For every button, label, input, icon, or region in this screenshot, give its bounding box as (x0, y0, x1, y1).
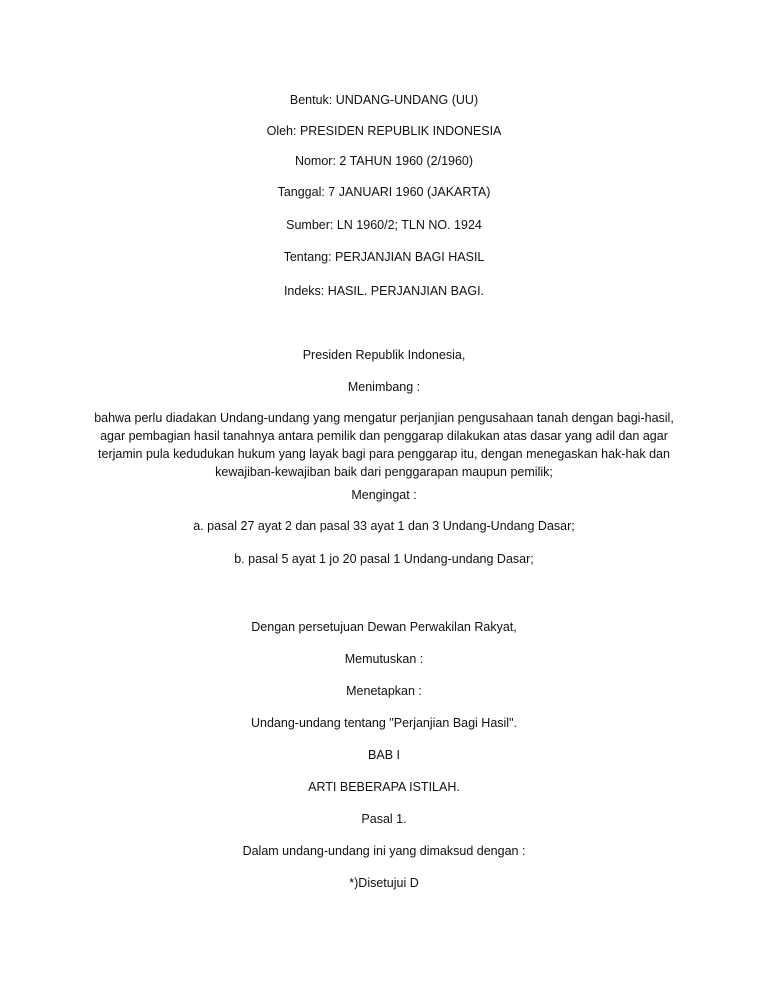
menimbang-line: kewajiban-kewajiban baik dari penggarapan maupun pemilik; (215, 465, 553, 479)
header-bentuk: Bentuk: UNDANG-UNDANG (UU) (289, 93, 479, 107)
header-oleh: Oleh: PRESIDEN REPUBLIK INDONESIA (266, 124, 502, 138)
menimbang-line: terjamin pula kedudukan hukum yang layak bagi para penggarap itu, dengan menegaskan hak-hak dan (98, 447, 670, 461)
header-sumber: Sumber: LN 1960/2; TLN NO. 1924 (286, 218, 482, 232)
pasal-heading: Pasal 1. (361, 812, 407, 826)
memutuskan-heading: Memutuskan : (344, 652, 424, 666)
header-nomor: Nomor: 2 TAHUN 1960 (2/1960) (294, 154, 474, 168)
pasal-intro: Dalam undang-undang ini yang dimaksud dengan : (242, 844, 526, 858)
chapter-title: ARTI BEBERAPA ISTILAH. (308, 780, 460, 794)
menimbang-paragraph (86, 409, 682, 481)
menimbang-line: agar pembagian hasil tanahnya antara pemilik dan penggarap dilakukan atas dasar yang adil dan agar (100, 429, 668, 443)
president-heading: Presiden Republik Indonesia, (302, 348, 466, 362)
header-indeks: Indeks: HASIL. PERJANJIAN BAGI. (283, 284, 485, 298)
footnote: *)Disetujui D (349, 876, 419, 890)
menetapkan-heading: Menetapkan : (346, 684, 422, 698)
mengingat-heading: Mengingat : (351, 488, 417, 502)
undang-undang-title: Undang-undang tentang "Perjanjian Bagi Hasil". (251, 716, 517, 730)
persetujuan-line: Dengan persetujuan Dewan Perwakilan Rakyat, (251, 620, 517, 634)
chapter-number: BAB I (368, 748, 400, 762)
menimbang-heading: Menimbang : (347, 380, 421, 394)
header-tanggal: Tanggal: 7 JANUARI 1960 (JAKARTA) (277, 185, 491, 199)
mengingat-item-a: a. pasal 27 ayat 2 dan pasal 33 ayat 1 dan 3 Undang-Undang Dasar; (193, 519, 575, 533)
mengingat-item-b: b. pasal 5 ayat 1 jo 20 pasal 1 Undang-undang Dasar; (234, 552, 534, 566)
menimbang-line: bahwa perlu diadakan Undang-undang yang mengatur perjanjian pengusahaan tanah dengan bagi-hasil, (94, 411, 674, 425)
header-tentang: Tentang: PERJANJIAN BAGI HASIL (283, 250, 485, 264)
